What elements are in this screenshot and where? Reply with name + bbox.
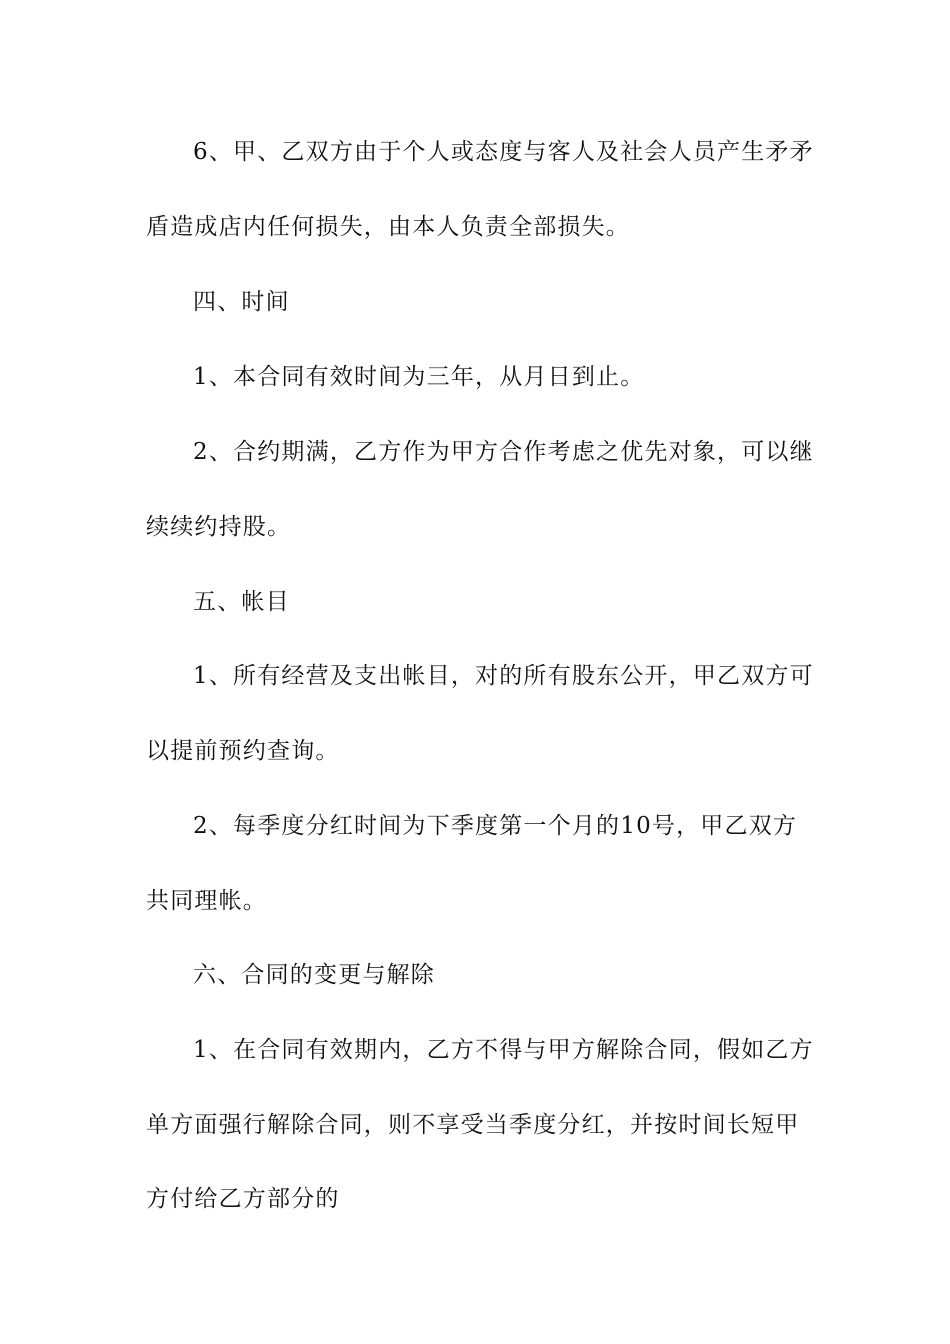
paragraph-6-line-2: 以提前预约查询。 [146,738,340,764]
paragraph-1-line-1: 6、甲、乙双方由于个人或态度与客人及社会人员产生矛矛 [193,139,814,165]
paragraph-9-line-3: 方付给乙方部分的 [146,1186,340,1212]
section-heading-contract-change: 六、合同的变更与解除 [193,962,435,988]
paragraph-6-line-1: 1、所有经营及支出帐目，对的所有股东公开，甲乙双方可 [193,663,814,689]
paragraph-1-line-2: 盾造成店内任何损失，由本人负责全部损失。 [146,214,630,240]
section-heading-accounts: 五、帐目 [193,589,290,615]
paragraph-4-line-1: 2、合约期满，乙方作为甲方合作考虑之优先对象，可以继 [193,439,814,465]
section-heading-time: 四、时间 [193,289,290,315]
paragraph-3-line-1: 1、本合同有效时间为三年，从月日到止。 [193,364,645,390]
paragraph-7-line-2: 共同理帐。 [146,888,267,914]
paragraph-7-line-1: 2、每季度分红时间为下季度第一个月的10号，甲乙双方 [193,813,798,839]
paragraph-9-line-1: 1、在合同有效期内，乙方不得与甲方解除合同，假如乙方 [193,1037,814,1063]
paragraph-9-line-2: 单方面强行解除合同，则不享受当季度分红，并按时间长短甲 [146,1112,800,1138]
paragraph-4-line-2: 续续约持股。 [146,514,292,540]
